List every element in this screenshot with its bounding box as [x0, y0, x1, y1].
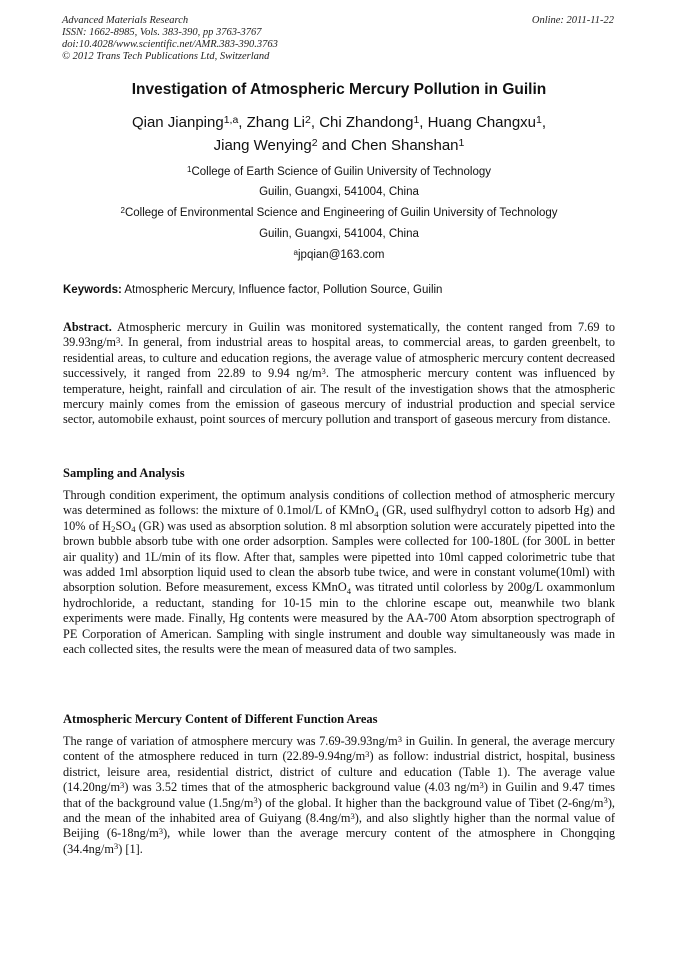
- abstract-label: Abstract.: [63, 320, 112, 334]
- function-areas-paragraph: The range of variation of atmosphere mercury was $7.69-39.93ng/m^3$ in Guilin. In general, the average mercury content of the atmosphere reduced in turn $(22.89-9.94ng/m^3)$ as follow: industrial district, hospital, business district, leisure area, residential district, district of culture and education (Table 1). The average value $(14.20ng/m^3)$ was 3.52 times that of the atmospheric background value (4.03 $ng/m^3$) in Guilin and 9.47 times that of the background value $(1.5ng/m^3)$ of the global. It higher than the background value of Tibet $(2-6ng/m^3)$, and the mean of the inhabited area of Guiyang $(8.4ng/m^3)$, and also slightly higher than the normal value of Beijing $(6-18ng/m^3)$, while lower than the average mercury content of the atmosphere in Chongqing $(34.4ng/m^3)$ [1].: [63, 733, 616, 856]
- doi-line[interactable]: doi:10.4028/www.scientific.net/AMR.383-390.3763: [62, 39, 278, 50]
- abstract-paragraph: Abstract. Atmospheric mercury in Guilin was monitored systematically, the content ranged from 7.69 to $39.93ng/m^3$. In general, from industrial areas to hospital areas, to commercial areas, to garden greenbelt, to residential areas, to culture and education regions, the average value of atmospheric mercury content decreased successively, it ranged from 22.89 to 9.94 $ng/m^3$. The atmospheric mercury content was influenced by temperature, height, rainfall and circulation of air. The result of the investigation shows that the atmospheric mercury mainly comes from the emission of gaseous mercury of industrial production and special service sector, automobile exhaust, point sources of mercury pollution and transport of gaseous mercury from distance.: [63, 320, 615, 427]
- section-heading-sampling: Sampling and Analysis: [63, 466, 185, 480]
- affiliation-1-address: Guilin, Guangxi, 541004, China: [259, 186, 419, 198]
- keywords-text: Atmospheric Mercury, Influence factor, Pollution Source, Guilin: [121, 284, 443, 296]
- affiliation-2-address: Guilin, Guangxi, 541004, China: [259, 228, 419, 240]
- section-heading-function-areas: Atmospheric Mercury Content of Different Function Areas: [63, 712, 378, 726]
- paper-title: Investigation of Atmospheric Mercury Pollution in Guilin: [131, 81, 547, 98]
- affiliation-1: $^1$College of Earth Science of Guilin University of Technology: [186, 164, 492, 178]
- affiliation-2: $^2$College of Environmental Science and Engineering of Guilin University of Technology: [120, 205, 558, 219]
- journal-name: Advanced Materials Research: [62, 15, 189, 26]
- authors-line-2: Jiang Wenying$^2$ and Chen Shanshan$^1$: [213, 136, 465, 154]
- author-email[interactable]: $^a$jpqian@163.com: [293, 247, 385, 261]
- issn-line: ISSN: 1662-8985, Vols. 383-390, pp 3763-3767: [62, 27, 262, 38]
- authors-line-1: Qian Jianping$^{1,a}$, Zhang Li$^2$, Chi Zhandong$^1$, Huang Changxu$^1$,: [131, 113, 547, 131]
- keywords: [63, 284, 615, 296]
- keywords-label: Keywords:: [63, 284, 122, 296]
- sampling-paragraph: Through condition experiment, the optimum analysis conditions of collection method of atmospheric mercury was determined as follows: the mixture of 0.1mol/L of KMnO$_4$ (GR, used sulfhydryl cotton to adsorb Hg) and 10% of $H_2SO_4$ (GR) was used as absorption solution. 8 ml absorption solution were accurately pipetted into the brown bubble absorb tube with one order adsorption. Samples were collected for 100-180L (for 300L in better air quality) and 1L/min of its flow. After that, samples were pipetted into 10ml capped colorimetric tube that was added 1ml absorption liquid used to clean the absorb tube twice, and were in constant volume(10ml) with absorption solution. Before measurement, excess KMnO$_4$ was titrated until colorless by 200g/L oxammonlum hydrochloride, a reductant, standing for 10-15 min to the chlorine escape out, meanwhile two blank experiments were made. Finally, Hg contents were measured by the AA-700 Atom absorption spectrograph of PE Corporation of American. Sampling with single instrument and double way simultaneously was made in each collected sites, the results were the mean of measured data of two samples.: [63, 488, 616, 657]
- online-date: Online: 2011-11-22: [531, 15, 614, 26]
- copyright-line: © 2012 Trans Tech Publications Ltd, Switzerland: [62, 51, 270, 62]
